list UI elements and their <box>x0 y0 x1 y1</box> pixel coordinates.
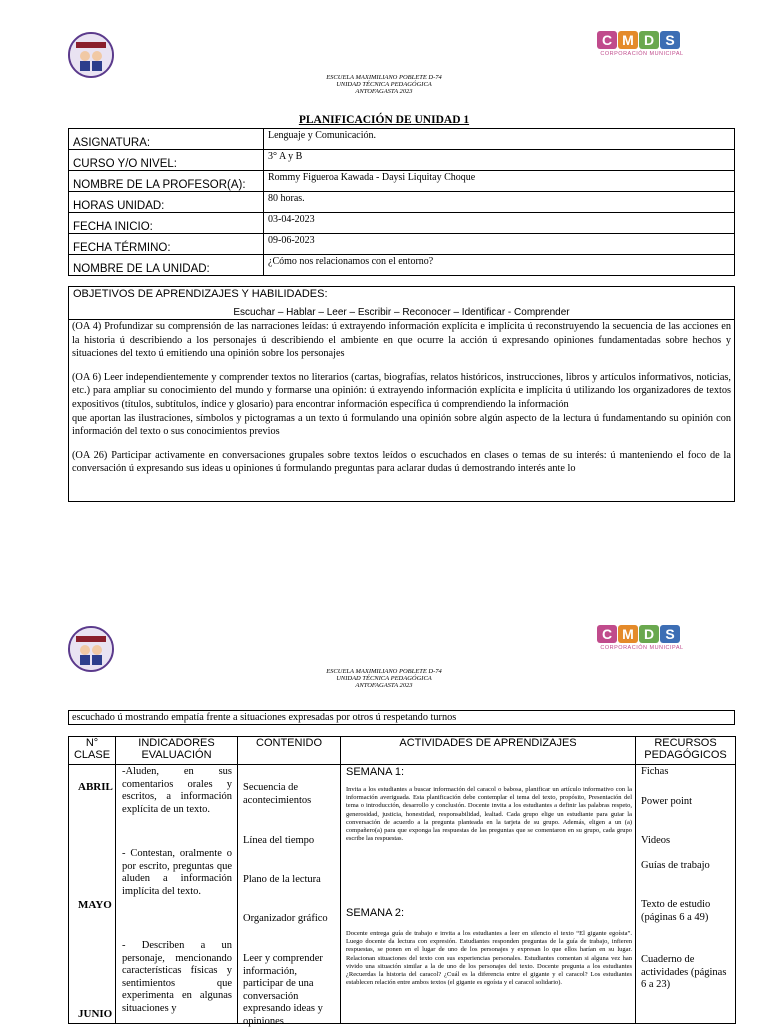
week-1-title: SEMANA 1: <box>346 766 405 778</box>
week-1-activities: Invita a los estudiantes a buscar información del caracol o babosa, planificar un artículo informativo con la información averiguada. Esta planificación debe contemplar el tema del texto, propósito, Presentación del tema o introducción, desarrollo y conclusión. Docente invita a los estudiantes a definir las palabras respeto, generosidad, justicia, honestidad, responsabilidad, lealtad. Cada grupo elige un estudiante para guiar la conversación de acuerdo a la pregunta planteada en la tarjeta de su grupo. Además, eligen a un (a) compañero(a) para que exponga las respuestas de las preguntas que se comentaron en su grupo, cada grupo escribe las respuestas. <box>346 786 632 843</box>
school-unit: UNIDAD TÉCNICA PEDAGÓGICA <box>336 675 432 682</box>
info-label: NOMBRE DE LA PROFESOR(A): <box>69 171 264 192</box>
header-indicadores: INDICADORES EVALUACIÓN <box>116 737 238 765</box>
school-city: ANTOFAGASTA 2023 <box>355 88 413 95</box>
info-value: ¿Cómo nos relacionamos con el entorno? <box>264 255 735 276</box>
objective-oa4: (OA 4) Profundizar su comprensión de las narraciones leídas: ú extrayendo información explícita e implícita ú reconstruyendo la secuencia de las acciones en la historia ú describiendo a los personajes ú describiendo el ambiente en que ocurre la acción ú expresando opiniones fundamentadas sobre hechos y situaciones del texto ú emitiendo una opinión sobre los personajes <box>72 321 731 360</box>
month-abril: ABRIL <box>78 781 113 793</box>
cmds-logo: C M D S CORPORACIÓN MUNICIPAL <box>597 30 687 58</box>
info-value: Rommy Figueroa Kawada - Daysi Liquitay Choque <box>264 171 735 192</box>
info-value: 80 horas. <box>264 192 735 213</box>
indicator-1: -Aluden, en sus comentarios orales y escritos, a información explícita de un texto. <box>122 766 232 815</box>
info-label: FECHA INICIO: <box>69 213 264 234</box>
objectives-heading: OBJETIVOS DE APRENDIZAJES Y HABILIDADES: <box>73 288 328 300</box>
content-4: Organizador gráfico <box>243 913 328 924</box>
header-clase: N° CLASE <box>69 737 116 765</box>
week-2-title: SEMANA 2: <box>346 907 405 919</box>
info-row <box>69 234 735 255</box>
school-name: ESCUELA MAXIMILIANO POBLETE D-74 <box>326 74 442 81</box>
info-row <box>69 255 735 276</box>
content-3: Plano de la lectura <box>243 874 321 885</box>
school-city: ANTOFAGASTA 2023 <box>355 682 413 689</box>
content-1: Secuencia de acontecimientos <box>243 782 312 806</box>
info-row <box>69 213 735 234</box>
cmds-logo-subtitle: CORPORACIÓN MUNICIPAL <box>600 51 684 57</box>
school-crest-icon <box>70 34 112 76</box>
page-title: PLANIFICACIÓN DE UNIDAD 1 <box>298 114 470 126</box>
objective-oa6-continued: que aportan las ilustraciones, símbolos y pictogramas a un texto ú formulando una opinión sobre algún aspecto de la lectura ú fundamentando su opinión con información del texto o sus conocimientos previos <box>72 412 731 438</box>
page-2 <box>0 560 768 1027</box>
school-header <box>0 74 768 95</box>
objective-oa26-continued: escuchado ú mostrando empatía frente a situaciones expresadas por otros ú respetando turnos <box>68 710 735 725</box>
info-label: NOMBRE DE LA UNIDAD: <box>69 255 264 276</box>
objective-oa6: (OA 6) Leer independientemente y comprender textos no literarios (cartas, biografías, relatos históricos, instrucciones, libros y artículos informativos, noticias, etc.) para ampliar su conocimiento del mundo y formarse una opinión: ú extrayendo información explícita e implícita ú utilizando los organizadores de textos expositivos (títulos, subtítulos, índice y glosario) para encontrar información específica ú comprendiendo la información <box>72 371 731 410</box>
info-row <box>69 171 735 192</box>
month-mayo: MAYO <box>78 899 112 911</box>
skills-line: Escuchar – Hablar – Leer – Escribir – Reconocer – Identificar - Comprender <box>69 301 734 320</box>
school-unit: UNIDAD TÉCNICA PEDAGÓGICA <box>336 81 432 88</box>
info-label: FECHA TÉRMINO: <box>69 234 264 255</box>
resource-6: Cuaderno de actividades (páginas 6 a 23) <box>641 954 727 990</box>
objective-oa26: (OA 26) Participar activamente en conversaciones grupales sobre textos leídos o escuchados en clases o temas de su interés: ú manteniendo el foco de la conversación ú expresando sus ideas u opiniones ú formulando preguntas para aclarar dudas ú demostrando interés ante lo <box>72 449 731 475</box>
school-crest-icon <box>70 628 112 670</box>
info-value: 03-04-2023 <box>264 213 735 234</box>
cmds-logo: C M D S CORPORACIÓN MUNICIPAL <box>597 624 687 652</box>
month-junio: JUNIO <box>78 1008 113 1020</box>
resource-1: Fichas <box>641 766 669 777</box>
school-crest-logo <box>68 626 114 672</box>
info-row <box>69 150 735 171</box>
info-label: ASIGNATURA: <box>69 129 264 150</box>
info-label: HORAS UNIDAD: <box>69 192 264 213</box>
indicator-2: - Contestan, oralmente o por escrito, preguntas que aluden a información implícita del texto. <box>122 848 232 897</box>
resource-2: Power point <box>641 796 693 807</box>
resource-3: Videos <box>641 835 671 846</box>
content-5: Leer y comprender información, participar de una conversación expresando ideas y opiniones <box>243 953 323 1027</box>
cmds-logo-subtitle: CORPORACIÓN MUNICIPAL <box>600 645 684 651</box>
info-value: 09-06-2023 <box>264 234 735 255</box>
school-name: ESCUELA MAXIMILIANO POBLETE D-74 <box>326 668 442 675</box>
resource-5: Texto de estudio (páginas 6 a 49) <box>641 899 711 923</box>
week-2-activities: Docente entrega guía de trabajo e invita a los estudiantes a leer en silencio el texto “El gigante egoísta”. Luego docente da lectura con expresión. Estudiantes responden preguntas de la guía de trabajo, infieren respuestas, se ponen en el lugar de uno de los personajes y expresan lo que ellos harían en su lugar. Relacionan situaciones del texto con sus experiencias personales. Estudiantes comentan si alguna vez han vivido una situación similar a la de uno de los personajes del texto. Docente pregunta a los estudiantes ¿Recuerdas la historia del caracol? ¿Cuál es la diferencia entre el gigante y el caracol? Los estudiantes establecen relación entre ambos textos (el gigante es egoísta y el caracol solidario). <box>346 930 632 987</box>
info-label: CURSO Y/O NIVEL: <box>69 150 264 171</box>
info-table <box>68 128 735 276</box>
header-recursos: RECURSOS PEDAGÓGICOS <box>636 737 736 765</box>
objectives-box <box>68 286 735 502</box>
info-row <box>69 192 735 213</box>
info-row <box>69 129 735 150</box>
planning-table <box>68 736 736 1027</box>
header-actividades: ACTIVIDADES DE APRENDIZAJES <box>341 737 636 765</box>
school-header <box>0 668 768 689</box>
resource-4: Guías de trabajo <box>641 860 710 871</box>
header-contenido: CONTENIDO <box>238 737 341 765</box>
info-value: Lenguaje y Comunicación. <box>264 129 735 150</box>
school-crest-logo <box>68 32 114 78</box>
content-2: Línea del tiempo <box>243 835 315 846</box>
indicator-3: - Describen a un personaje, mencionando características físicas y sentimientos que experimenta en algunas situaciones y <box>122 940 232 1014</box>
info-value: 3° A y B <box>264 150 735 171</box>
